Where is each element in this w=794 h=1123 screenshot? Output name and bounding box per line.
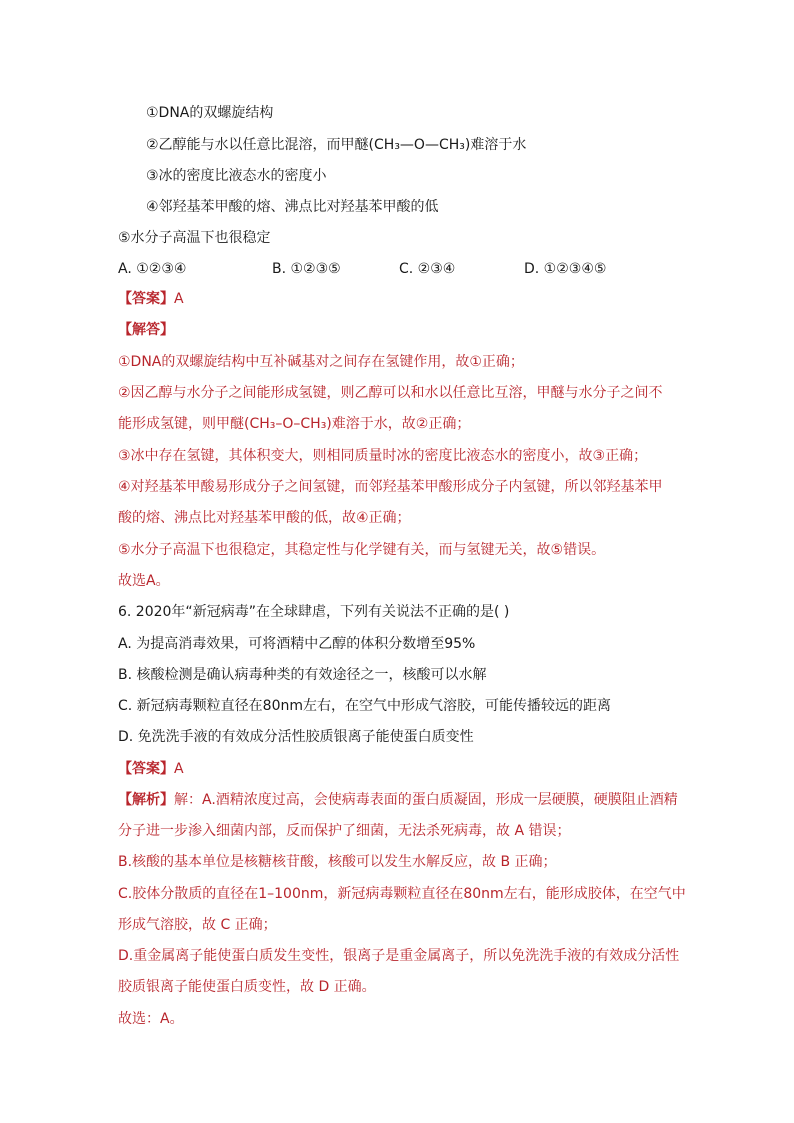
q6-option-b: B. 核酸检测是确认病毒种类的有效途径之一，核酸可以水解 [118,667,487,683]
q5-explain-line: ④对羟基苯甲酸易形成分子之间氢键，而邻羟基苯甲酸形成分子内氢键，所以邻羟基苯甲 [118,479,663,495]
q6-answer [118,759,184,779]
q6-analysis-line: 形成气溶胶，故 C 正确； [118,917,277,933]
q5-answer [118,289,184,309]
q6-conclusion: 故选：A。 [118,1011,184,1027]
q5-explain-line: ①DNA的双螺旋结构中互补碱基对之间存在氢键作用，故①正确； [118,354,524,370]
q5-option-c: C. ②③④ [399,261,456,277]
q6-analysis-line: D.重金属离子能使蛋白质发生变性，银离子是重金属离子，所以免洗洗手液的有效成分活性 [118,948,680,964]
statement-2: ②乙醇能与水以任意比混溶，而甲醚(CH₃—O—CH₃)难溶于水 [146,137,527,153]
q5-explain-line: 能形成氢键，则甲醚(CH₃–O–CH₃)难溶于水，故②正确； [118,416,471,432]
q6-analysis-line: B.核酸的基本单位是核糖核苷酸，核酸可以发生水解反应，故 B 正确； [118,854,557,870]
q6-analysis-prefix: 解： [174,792,202,808]
q6-analysis-first [118,790,678,810]
q6-option-a: A. 为提高消毒效果，可将酒精中乙醇的体积分数增至95% [118,636,476,652]
q5-option-b: B. ①②③⑤ [272,261,341,277]
q5-explain-line: ②因乙醇与水分子之间能形成氢键，则乙醇可以和水以任意比互溶，甲醚与水分子之间不 [118,385,663,401]
q6-analysis-line: C.胶体分散质的直径在1–100nm，新冠病毒颗粒直径在80nm左右，能形成胶体，在空气中 [118,886,686,902]
q6-analysis-line: 胶质银离子能使蛋白质变性，故 D 正确。 [118,979,376,995]
statement-3: ③冰的密度比液态水的密度小 [146,168,327,184]
q6-answer-label: 【答案】 [118,761,174,777]
q5-option-d: D. ①②③④⑤ [524,261,607,277]
q5-explain-label: 【解答】 [118,322,174,338]
q6-option-c: C. 新冠病毒颗粒直径在80nm左右，在空气中形成气溶胶，可能传播较远的距离 [118,698,611,714]
q6-option-d: D. 免洗洗手液的有效成分活性胶质银离子能使蛋白质变性 [118,729,474,745]
q6-analysis-line: A.酒精浓度过高，会使病毒表面的蛋白质凝固，形成一层硬膜，硬膜阻止酒精 [202,792,678,808]
q5-conclusion: 故选A。 [118,573,170,589]
q6-stem: 6. 2020年“新冠病毒”在全球肆虐，下列有关说法不正确的是( ) [118,604,510,620]
q5-explain-line: 酸的熔、沸点比对羟基苯甲酸的低，故④正确； [118,510,411,526]
q5-answer-label: 【答案】 [118,291,174,307]
q5-explain-line: ③冰中存在氢键，其体积变大，则相同质量时冰的密度比液态水的密度小，故③正确； [118,448,648,464]
q6-answer-value: A [174,761,184,777]
q6-analysis-label: 【解析】 [118,792,174,808]
statement-4: ④邻羟基苯甲酸的熔、沸点比对羟基苯甲酸的低 [146,199,439,215]
statement-1: ①DNA的双螺旋结构 [146,105,274,121]
q5-explain-line: ⑤水分子高温下也很稳定，其稳定性与化学键有关，而与氢键无关，故⑤错误。 [118,542,606,558]
q6-analysis-line: 分子进一步渗入细菌内部，反而保护了细菌，无法杀死病毒，故 A 错误； [118,823,571,839]
q5-answer-value: A [174,291,184,307]
statement-5: ⑤水分子高温下也很稳定 [118,230,271,246]
q5-option-a: A. ①②③④ [118,261,187,277]
